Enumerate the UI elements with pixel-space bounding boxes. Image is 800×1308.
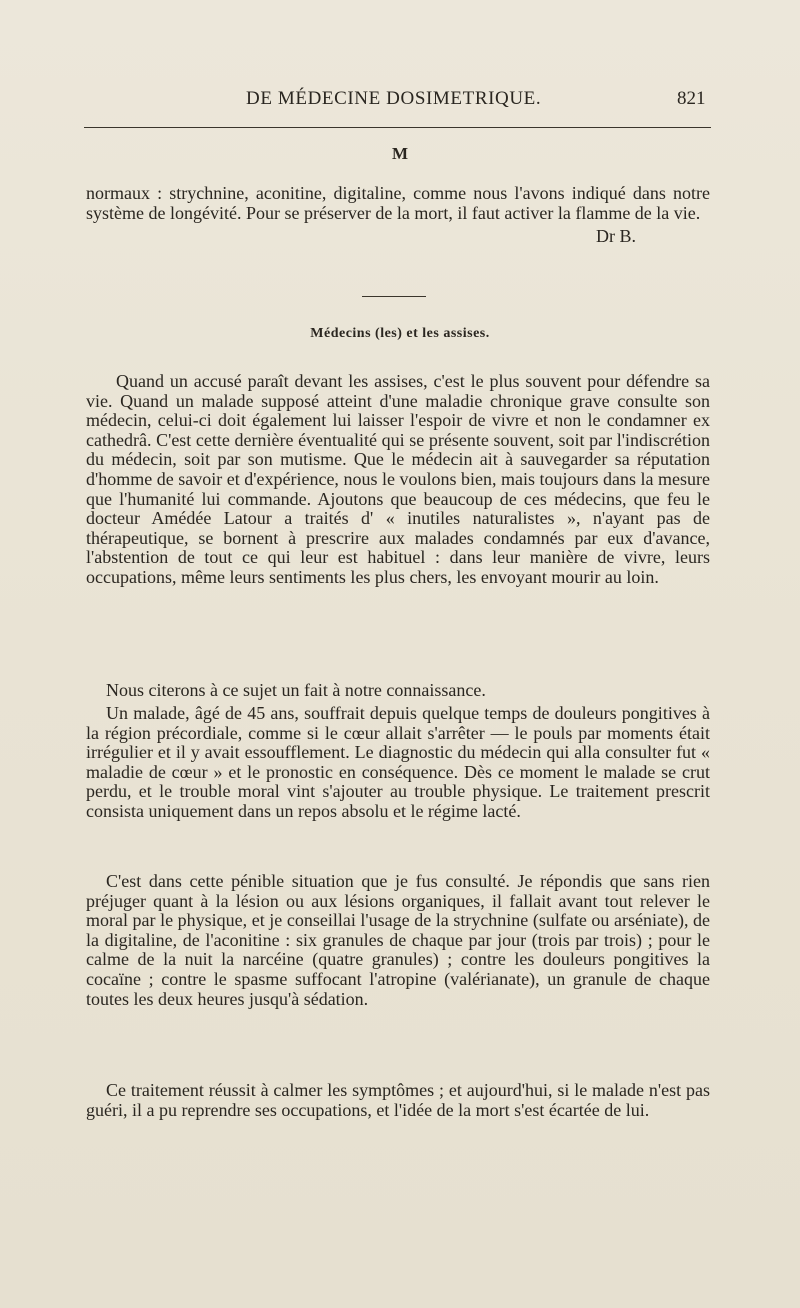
section-separator <box>362 296 426 297</box>
page-number: 821 <box>677 88 706 109</box>
page-header <box>0 88 800 118</box>
paragraph-2: Nous citerons à ce sujet un fait à notre connaissance. <box>106 680 486 700</box>
paragraph-1: Quand un accusé paraît devant les assises, c'est le plus souvent pour défendre sa vie. Quand un malade supposé atteint d'une maladie chronique grave consulte son médecin, celui-ci doit également lui laisser l'espoir de vivre et non le condamner ex cathedrâ. C'est cette dernière éventualité qui se présente souvent, soit par l'indiscrétion du médecin, soit par son mutisme. Que le médecin ait à sauvegarder sa réputation d'homme de savoir et d'expérience, nous le voulons bien, mais toujours dans la mesure que l'humanité lui commande. Ajoutons que beaucoup de ces médecins, que feu le docteur Amédée Latour a traités d' « inutiles naturalistes », n'ayant pas de thérapeutique, se bornent à prescrire aux malades condamnés par eux d'avance, l'abstention de tout ce qui leur est habituel : dans leur manière de vivre, leurs occupations, même leurs sentiments les plus chers, les envoyant mourir au loin. <box>86 371 710 587</box>
paragraph-4: C'est dans cette pénible situation que je fus consulté. Je répondis que sans rien préjuger quant à la lésion ou aux lésions organiques, il fallait avant tout relever le moral par le physique, et je conseillai l'usage de la strychnine (sulfate ou arséniate), de la digitaline, de l'aconitine : six granules de chaque par jour (trois par trois) ; pour le calme de la nuit la narcéine (quatre granules) ; contre les douleurs pongitives la cocaïne ; contre le spasme suffocant l'atropine (valérianate), un granule de chaque toutes les deux heures jusqu'à sédation. <box>86 871 710 1009</box>
paragraph-3: Un malade, âgé de 45 ans, souffrait depuis quelque temps de douleurs pongitives à la région précordiale, comme si le cœur allait s'arrêter — le pouls par moments était irrégulier et il y avait essoufflement. Le diagnostic du médecin qui alla consulter fut « maladie de cœur » et le pronostic en conséquence. Dès ce moment le malade se crut perdu, et le trouble moral vint s'ajouter au trouble physique. Le traitement prescrit consista uniquement dans un repos absolu et le régime lacté. <box>86 703 710 821</box>
closing-paragraph: normaux : strychnine, aconitine, digitaline, comme nous l'avons indiqué dans notre système de longévité. Pour se préserver de la mort, il faut activer la flamme de la vie. <box>86 183 710 223</box>
signature-mark: M <box>391 144 409 163</box>
running-title: DE MÉDECINE DOSIMETRIQUE. <box>246 88 542 109</box>
header-rule <box>84 127 711 128</box>
author-signoff: Dr B. <box>596 226 636 246</box>
section-title: Médecins (les) et les assises. <box>310 326 490 341</box>
paragraph-5: Ce traitement réussit à calmer les symptômes ; et aujourd'hui, si le malade n'est pas guéri, il a pu reprendre ses occupations, et l'idée de la mort s'est écartée de lui. <box>86 1080 710 1120</box>
